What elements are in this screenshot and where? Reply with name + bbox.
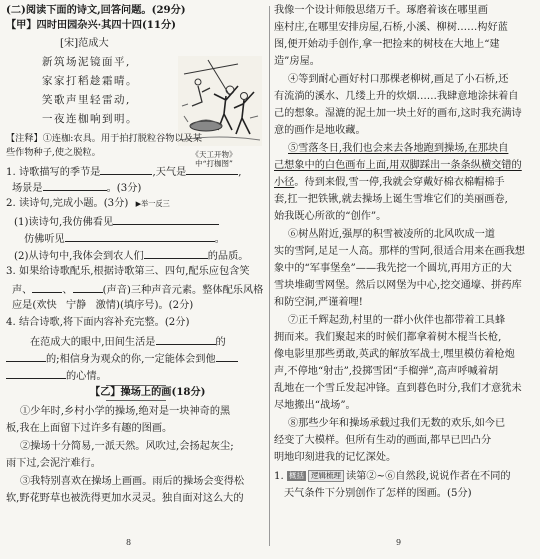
right-line-6: 有流淌的溪水、几缕上升的炊烟……我肆意地涂抹着自 (274, 91, 519, 102)
right-line-10: 己想象中的白色画布上面,用双脚踩出一条条纵横交错的 (274, 160, 522, 171)
right-line-21: 像电影里那些勇敢,英武的解放军战士,嘿里模仿着枪炮 (274, 349, 515, 360)
poem-line-1: 新筑场泥镜面平, (42, 56, 131, 68)
right-line-23: 乱地在一个雪丘发起冲锋。直到暮色时分,我们才意犹未 (274, 383, 522, 394)
q3-text-b: 、 (62, 285, 73, 296)
tag-logic: 逻辑梳理 (308, 470, 344, 482)
annotation-line-2: 些作物种子,使之脱粒。 (6, 147, 101, 158)
q2-blank-quality[interactable] (144, 248, 208, 259)
q2-sub-2 (14, 248, 248, 263)
q4-blank-4[interactable] (6, 368, 66, 379)
para-3-line-2: 软,野花野草也被洗得更加水灵灵。独自面对这么大的 (6, 493, 244, 504)
right-line-4: 造”房屋。 (274, 56, 320, 67)
q2-sub2-end: 的品质。 (207, 251, 249, 262)
right-line-18: 和防空洞,严谨着哩! (274, 297, 363, 308)
q4-text-d: 的心情。 (66, 371, 107, 382)
q1-text-b: ,天气是 (152, 167, 187, 178)
right-line-20: 拥而来。我们聚起来的时候们都拿着树木棍当长枪, (274, 332, 502, 343)
right-question-1 (274, 470, 511, 483)
q2-sub2-text: (2)从诗句中,我体会到农人们 (14, 251, 144, 262)
q3-option-a[interactable]: 应是(欢快 (12, 300, 57, 311)
question-3-line-3 (12, 299, 193, 312)
q4-text-b: 的 (215, 337, 226, 348)
para-2-line-1: ②操场十分简易,一派天然。风吹过,会扬起灰尘; (20, 441, 234, 452)
q1-blank-season[interactable] (100, 164, 152, 175)
q3-option-c[interactable]: 激情)(填序号)。(2分) (95, 300, 194, 311)
right-line-8: 意的画作是地收藏。 (274, 125, 366, 136)
section-title: (二)阅读下面的诗文,回答问题。(29分) (6, 4, 186, 16)
right-line-22: 声,不停地“射击”,投掷雪团“手榴弹”,高声呼喊着胡 (274, 366, 499, 377)
q4-text-c: 的;相信身为观众的你,一定能体会到他 (46, 354, 216, 365)
q2-sub1-text: (1)读诗句,我仿佛看见 (14, 217, 114, 228)
right-line-7: 己的想象。湿漉的泥土加一块土好的画布,这时我充满诗 (274, 108, 522, 119)
right-line-25: ⑧那些少年和操场承载过我们无数的欢乐,如今已 (288, 418, 506, 429)
poem-line-2: 家家打稻趁霜晴。 (42, 75, 138, 87)
q2-sub-1-cont (24, 231, 225, 246)
question-2 (6, 197, 170, 210)
right-line-11 (274, 176, 505, 189)
right-page (272, 0, 540, 559)
q2-sub-1 (14, 214, 219, 229)
para-3-line-1: ③我特别喜欢在操场上画画。雨后的操场会变得松 (20, 476, 245, 487)
left-page (0, 0, 268, 559)
right-line-12: 套,扛一把铁锹,就去操场上诞生雪堆它们的美丽画卷, (274, 194, 508, 205)
right-line-26: 经变了大模样。但所有生动的画面,都早已凹凸分 (274, 435, 492, 446)
right-line-14: ⑥树丛附近,强厚的积雪被凌所的北风吹成一道 (288, 229, 495, 240)
q1-blank-scene[interactable] (43, 180, 107, 191)
caption-line-2: 中“打枷图” (195, 159, 233, 168)
right-q1-text: 读第②~⑥自然段,说说作者在不同的 (345, 471, 511, 482)
right-q1-number: 1. (274, 471, 284, 482)
question-4-line-2 (30, 334, 226, 349)
page-divider (269, 6, 270, 546)
q2-blank-see[interactable] (113, 214, 219, 225)
right-line-2: 座村庄,在哪里安排房屋,石桥,小溪、柳树……构好蓝 (274, 22, 508, 33)
q4-blank-3[interactable] (216, 351, 238, 362)
question-4-line-3 (6, 351, 238, 366)
q1-text-e: 。(3分) (106, 183, 142, 194)
poem-header: 【甲】四时田园杂兴·其四十四(11分) (6, 19, 176, 31)
q4-text-a: 在范成大的眼中,田间生活是 (30, 337, 156, 348)
right-line-15: 实的雪阿,足足一人高。那样的雪阿,很适合用来在画我想 (274, 246, 525, 257)
q4-blank-1[interactable] (156, 334, 216, 345)
page-number-right: 9 (396, 538, 402, 547)
q3-blank-sound-1[interactable] (32, 282, 62, 293)
annotation-line-1: 【注释】①连枷:农具。用于拍打脱粒谷物以及某 (6, 133, 203, 144)
q3-text-a: 声、 (12, 285, 33, 296)
q2-title: 2. 读诗句,完成小题。(3分) (6, 198, 129, 209)
tag-summary: 概括 (288, 471, 304, 480)
right-question-1-cont: 天气条件下分别创作了怎样的图画。(5分) (284, 488, 472, 499)
q2-sub1b-end: 。 (214, 234, 225, 245)
right-line-16: 象中的“军事堡垒”——我先挖一个圆坑,再用方正的大 (274, 263, 512, 274)
part-b-title: 【乙】操场上的画(18分) (90, 386, 206, 398)
question-1 (6, 164, 242, 179)
right-line-13: 始我既心所欲的“创作”。 (274, 211, 387, 222)
q3-text-c: (声音)三种声音元素。整体配乐风格 (102, 285, 264, 296)
q1-text-c: , (238, 167, 242, 178)
page-number-left: 8 (126, 538, 132, 547)
q1-text-d: 场景是 (12, 183, 43, 194)
poem-author: [宋]范成大 (60, 38, 109, 49)
right-line-9: ⑤雪落冬日,我们也会来去各地跑到操场,在那块自 (288, 143, 509, 154)
para-2-line-2: 雨下过,会泥泞难行。 (6, 458, 101, 469)
q1-blank-weather[interactable] (186, 164, 238, 175)
right-line-5: ④等到耐心画好村口那棵老柳树,画足了小石桥,还 (288, 74, 509, 85)
right-line-1: 我像一个设计师般思绪万千。琢磨着该在哪里画 (274, 5, 488, 16)
right-line-3: 图,便开始动手创作,拿一把捡来的树枝在大地上“建 (274, 39, 500, 50)
q2-blank-hear[interactable] (65, 231, 215, 242)
caption-line-1: 《天工开物》 (191, 150, 237, 159)
right-line-24: 尽地搬出“战场”。 (274, 400, 356, 411)
q2-handwritten-note: ▶举一反三 (135, 199, 170, 208)
q3-blank-sound-2[interactable] (73, 282, 103, 293)
right-line-11-rest: 。待到来假,雪一停,我就会穿戴好棉衣棉帽棉手 (294, 177, 505, 188)
question-3: 3. 如果给诗歌配乐,根据诗歌第三、四句,配乐应包含笑 (6, 266, 250, 277)
para-1-line-1: ①少年时,乡村小学的操场,绝对是一块神奇的黑 (20, 406, 231, 417)
poem-line-3: 笑歌声里轻雷动, (42, 94, 131, 106)
q4-blank-2[interactable] (6, 351, 46, 362)
question-3-line-2 (12, 282, 263, 297)
question-1-cont (12, 180, 141, 195)
right-line-27: 明地印刻进我的记忆深处。 (274, 452, 397, 463)
q3-option-b[interactable]: 宁静 (65, 300, 87, 311)
para-1-line-2: 板,我在上面留下过许多有趣的图画。 (6, 423, 173, 434)
q1-text-a: 1. 诗歌描写的季节是 (6, 167, 101, 178)
right-line-17: 雪块堆砌雪网堡。然后以网堡为中心,挖交通壕、拼药库 (274, 280, 522, 291)
question-4-line-4 (6, 368, 107, 383)
question-4: 4. 结合诗歌,将下面内容补充完整。(2分) (6, 317, 190, 328)
right-line-11-underlined: 小径 (274, 177, 295, 188)
q2-sub1b-text: 仿佛听见 (24, 234, 65, 245)
right-line-19: ⑦正千辉起劲,村里的一群小伙伴也都带着工具蜂 (288, 315, 506, 326)
poem-line-4: 一夜连枷响到明。 (42, 113, 138, 125)
